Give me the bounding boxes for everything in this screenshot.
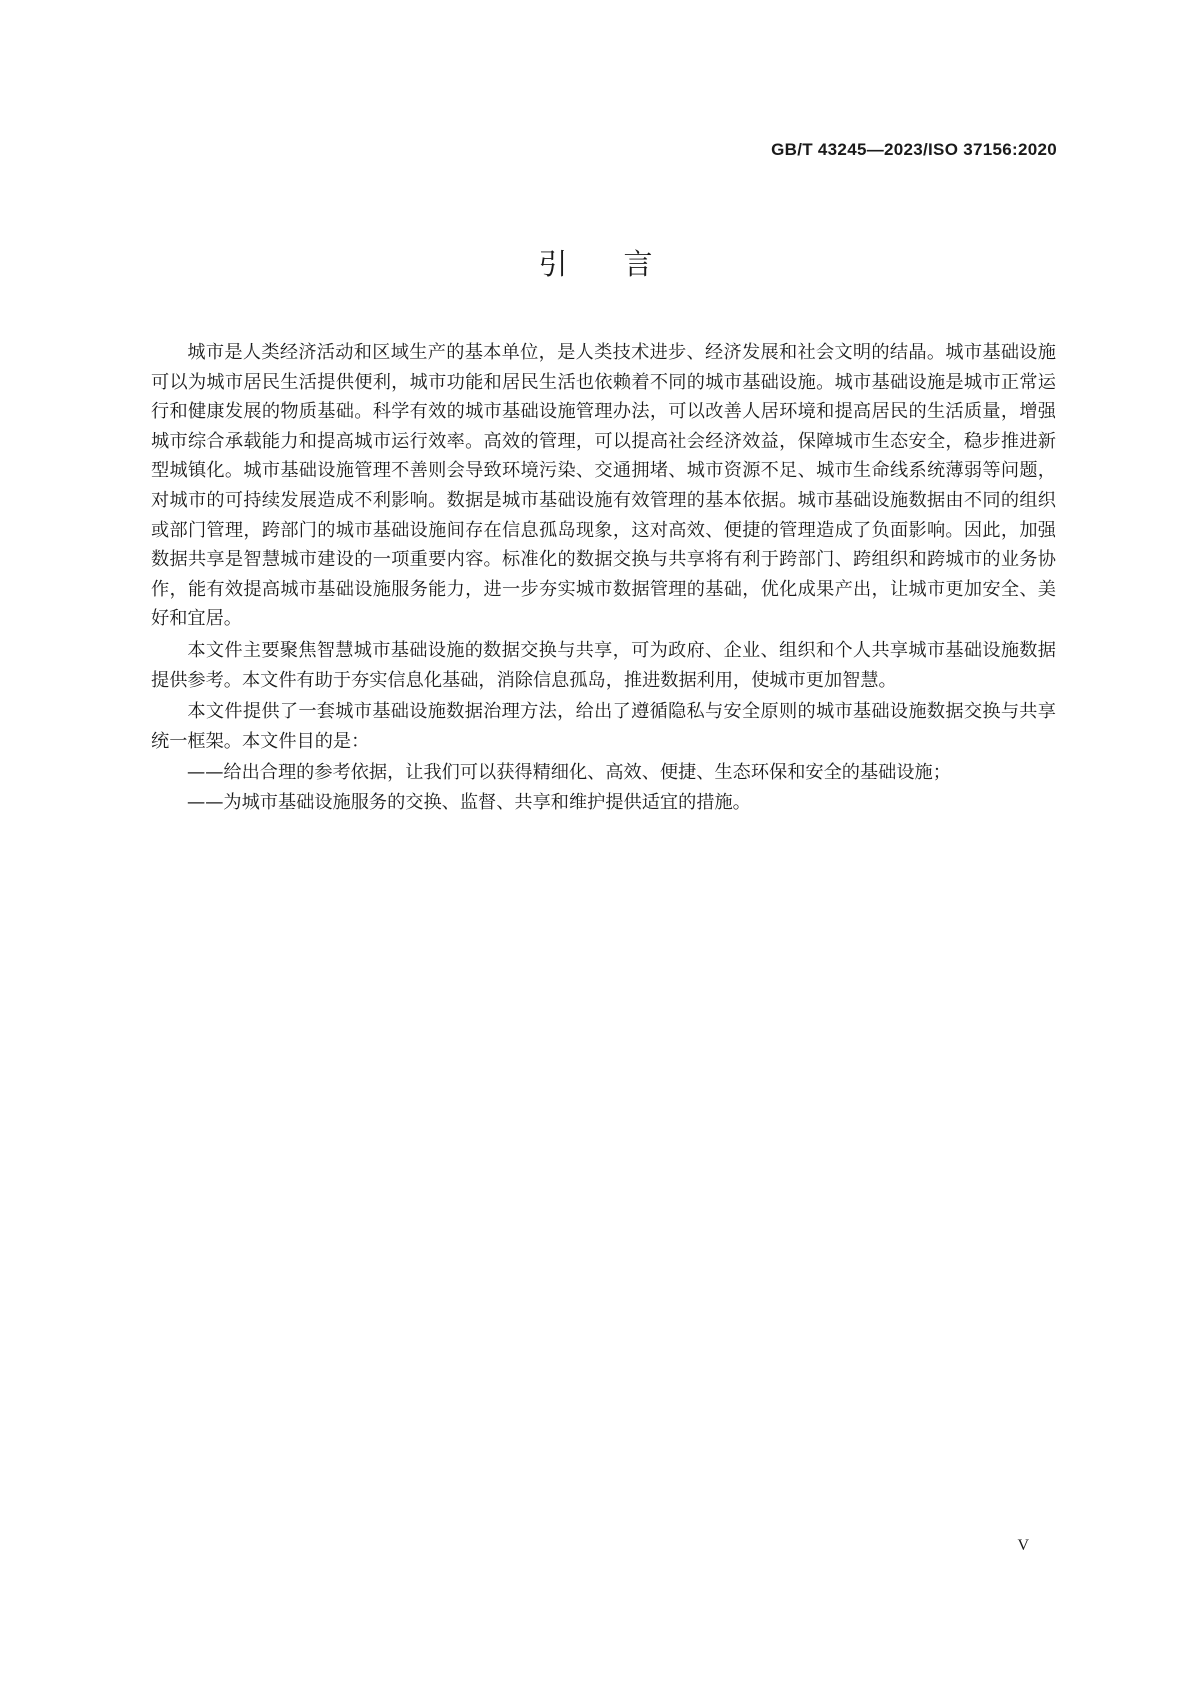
- page-title: 引言: [538, 247, 709, 281]
- page-number: V: [1017, 1537, 1029, 1554]
- paragraph-1: 城市是人类经济活动和区域生产的基本单位，是人类技术进步、经济发展和社会文明的结晶。城市基础设施可以为城市居民生活提供便利，城市功能和居民生活也依赖着不同的城市基础设施。城市基础设施是城市正常运行和健康发展的物质基础。科学有效的城市基础设施管理办法，可以改善人居环境和提高居民的生活质量，增强城市综合承载能力和提高城市运行效率。高效的管理，可以提高社会经济效益，保障城市生态安全，稳步推进新型城镇化。城市基础设施管理不善则会导致环境污染、交通拥堵、城市资源不足、城市生命线系统薄弱等问题，对城市的可持续发展造成不利影响。数据是城市基础设施有效管理的基本依据。城市基础设施数据由不同的组织或部门管理，跨部门的城市基础设施间存在信息孤岛现象，这对高效、便捷的管理造成了负面影响。因此，加强数据共享是智慧城市建设的一项重要内容。标准化的数据交换与共享将有利于跨部门、跨组织和跨城市的业务协作，能有效提高城市基础设施服务能力，进一步夯实城市数据管理的基础，优化成果产出，让城市更加安全、美好和宜居。: [151, 342, 1056, 630]
- list-item: ——为城市基础设施服务的交换、监督、共享和维护提供适宜的措施。: [187, 791, 751, 813]
- introduction-body: [151, 338, 1056, 818]
- standard-code-header: GB/T 43245—2023/ISO 37156:2020: [771, 140, 1057, 159]
- paragraph-2: 本文件主要聚焦智慧城市基础设施的数据交换与共享，可为政府、企业、组织和个人共享城市基础设施数据提供参考。本文件有助于夯实信息化基础，消除信息孤岛，推进数据利用，使城市更加智慧。: [151, 639, 1056, 691]
- paragraph-3: 本文件提供了一套城市基础设施数据治理方法，给出了遵循隐私与安全原则的城市基础设施数据交换与共享统一框架。本文件目的是：: [151, 701, 1056, 752]
- list-item: ——给出合理的参考依据，让我们可以获得精细化、高效、便捷、生态环保和安全的基础设施；: [187, 762, 951, 784]
